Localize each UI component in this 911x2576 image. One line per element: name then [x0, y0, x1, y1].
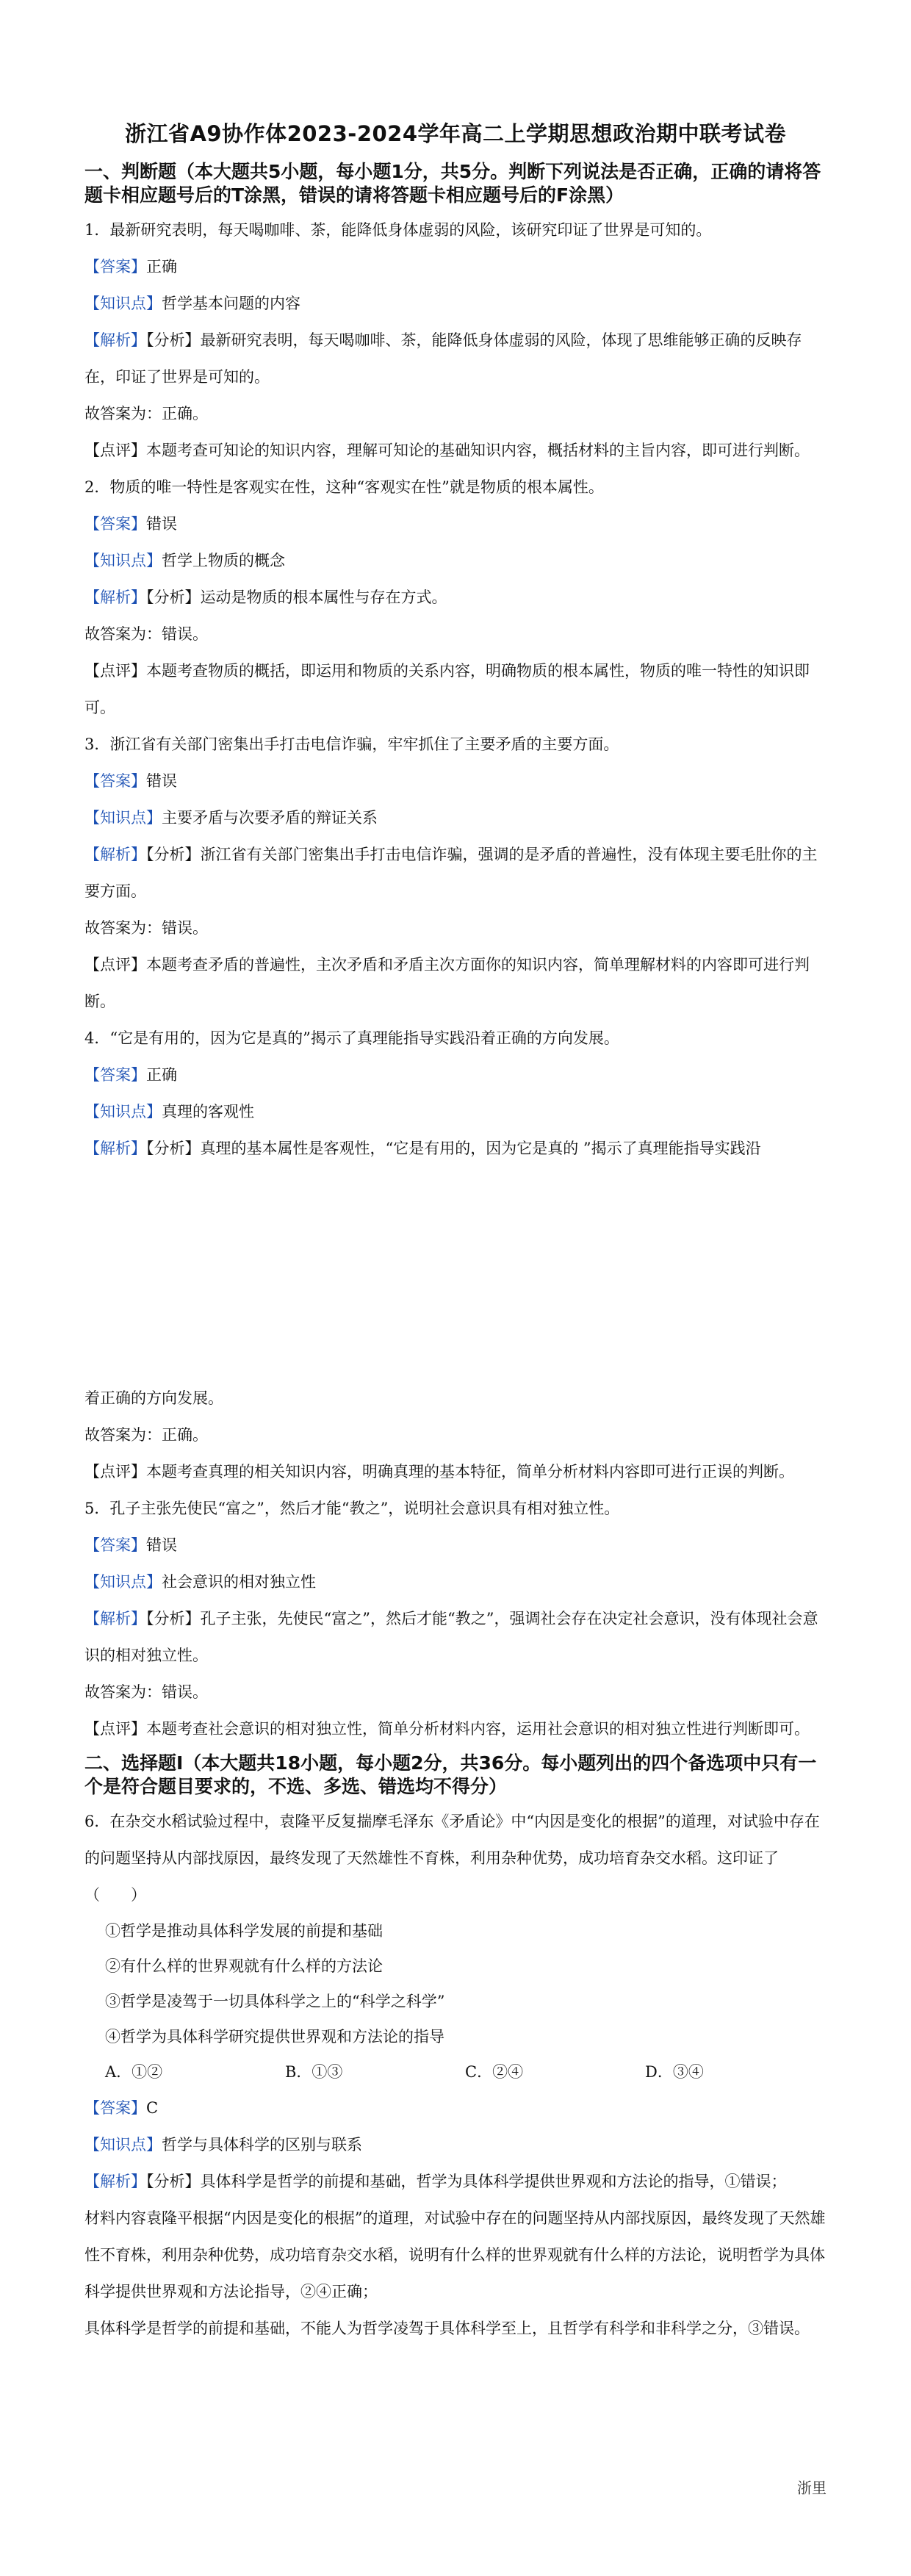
- q6-choice-c: C．②④: [465, 2063, 524, 2081]
- analysis-label: 【解析】: [84, 1140, 146, 1157]
- q6-option-1: ①哲学是推动具体科学发展的前提和基础: [105, 1922, 383, 1940]
- q6-stem: 6．在杂交水稻试验过程中，袁隆平反复揣摩毛泽东《矛盾论》中“内因是变化的根据”的道理，对试验中存在的问题坚持从内部找原因，最终发现了天然雄性不育株，利用杂种优势，成功培育杂交水稻。这印证了（ ）: [84, 1813, 820, 1904]
- q6-point-value: 哲学与具体科学的区别与联系: [162, 2136, 362, 2154]
- q6-option-3: ③哲学是凌驾于一切具体科学之上的“科学之科学”: [105, 1993, 445, 2010]
- q5-analysis-text: 【分析】孔子主张，先使民“富之”，然后才能“教之”，强调社会存在决定社会意识，没有体现社会意识的相对独立性。: [84, 1610, 818, 1664]
- q3-analysis: [84, 836, 830, 910]
- q6-analysis-para-3: 具体科学是哲学的前提和基础，不能人为哲学凌驾于具体科学至上，且哲学有科学和非科学之分，③错误。: [84, 2320, 810, 2337]
- q2-stem: 2．物质的唯一特性是客观实在性，这种“客观实在性”就是物质的根本属性。: [84, 478, 604, 496]
- q3-comment: [84, 946, 830, 1020]
- q4-conclusion: 故答案为：正确。: [84, 1426, 208, 1444]
- q2-analysis-text: 【分析】运动是物质的根本属性与存在方式。: [146, 589, 447, 606]
- q3-stem: 3．浙江省有关部门密集出手打击电信诈骗，牢牢抓住了主要矛盾的主要方面。: [84, 735, 619, 753]
- q1-conclusion: 故答案为：正确。: [84, 405, 208, 422]
- point-label: 【知识点】: [84, 295, 162, 312]
- answer-label: 【答案】: [84, 258, 146, 276]
- q1-analysis-text: 【分析】最新研究表明，每天喝咖啡、茶，能降低身体虚弱的风险，体现了思维能够正确的反映存在，印证了世界是可知的。: [84, 331, 802, 386]
- q1-answer: [84, 248, 830, 285]
- point-label: 【知识点】: [84, 1103, 162, 1120]
- q4-point-value: 真理的客观性: [162, 1103, 254, 1120]
- q1-point: [84, 285, 830, 322]
- q6-choices: [105, 2054, 830, 2090]
- q5-point: [84, 1564, 830, 1600]
- analysis-label: 【解析】: [84, 846, 146, 863]
- q2-comment: [84, 652, 830, 726]
- point-label: 【知识点】: [84, 2136, 162, 2154]
- q4-analysis-text-a: 【分析】真理的基本属性是客观性，“它是有用的，因为它是真的 ”揭示了真理能指导实践沿: [146, 1140, 761, 1157]
- answer-label: 【答案】: [84, 772, 146, 790]
- q4-comment-text: 本题考查真理的相关知识内容，明确真理的基本特征，简单分析材料内容即可进行正误的判断。: [146, 1463, 794, 1481]
- q1-comment-text: 本题考查可知论的知识内容，理解可知论的基础知识内容，概括材料的主旨内容，即可进行判断。: [146, 442, 810, 459]
- q6-answer-value: C: [146, 2099, 159, 2117]
- q5-conclusion: 故答案为：错误。: [84, 1683, 208, 1701]
- q2-comment-text: 本题考查物质的概括，即运用和物质的关系内容，明确物质的根本属性，物质的唯一特性的知识即可。: [84, 662, 810, 716]
- q2-conclusion: 故答案为：错误。: [84, 625, 208, 643]
- comment-label: 【点评】: [84, 1720, 146, 1738]
- q1-point-value: 哲学基本问题的内容: [162, 295, 300, 312]
- q4-answer: [84, 1057, 830, 1093]
- q1-answer-value: 正确: [146, 258, 177, 276]
- q5-point-value: 社会意识的相对独立性: [162, 1573, 316, 1591]
- answer-label: 【答案】: [84, 2099, 146, 2117]
- q3-comment-text: 本题考查矛盾的普遍性，主次矛盾和矛盾主次方面你的知识内容，简单理解材料的内容即可进行判断。: [84, 956, 810, 1010]
- q6-analysis-para-2: 材料内容袁隆平根据“内因是变化的根据”的道理，对试验中存在的问题坚持从内部找原因，最终发现了天然雄性不育株，利用杂种优势，成功培育杂交水稻，说明有什么样的世界观就有什么样的方法论，说明哲学为具体科学提供世界观和方法论指导，②④正确；: [84, 2209, 826, 2300]
- q4-comment: [84, 1453, 830, 1490]
- q1-comment: [84, 432, 830, 469]
- q6-analysis-text: 【分析】具体科学是哲学的前提和基础，哲学为具体科学提供世界观和方法论的指导，①错误；: [146, 2173, 787, 2190]
- q6-choice-a: A．①②: [105, 2063, 163, 2081]
- q3-answer: [84, 763, 830, 799]
- analysis-label: 【解析】: [84, 331, 146, 349]
- q2-point-value: 哲学上物质的概念: [162, 552, 285, 569]
- q5-comment: [84, 1710, 830, 1747]
- point-label: 【知识点】: [84, 552, 162, 569]
- comment-label: 【点评】: [84, 442, 146, 459]
- section-2-heading: 二、选择题Ⅰ（本大题共18小题，每小题2分，共36分。每小题列出的四个备选项中只有一个是符合题目要求的，不选、多选、错选均不得分）: [84, 1752, 817, 1797]
- q6-analysis: [84, 2163, 830, 2200]
- q6-answer: [84, 2090, 830, 2126]
- q5-stem: 5．孔子主张先使民“富之”，然后才能“教之”，说明社会意识具有相对独立性。: [84, 1500, 620, 1517]
- analysis-label: 【解析】: [84, 1610, 146, 1627]
- comment-label: 【点评】: [84, 956, 146, 974]
- q3-point-value: 主要矛盾与次要矛盾的辩证关系: [162, 809, 378, 827]
- section-1: [84, 160, 830, 1167]
- point-label: 【知识点】: [84, 809, 162, 827]
- document-title: 浙江省A9协作体2023-2024学年高二上学期思想政治期中联考试卷: [124, 121, 787, 146]
- q6-option-2: ②有什么样的世界观就有什么样的方法论: [105, 1957, 383, 1975]
- q3-conclusion: 故答案为：错误。: [84, 919, 208, 937]
- q2-point: [84, 542, 830, 579]
- section-1-continued: [84, 1380, 830, 2347]
- q4-answer-value: 正确: [146, 1066, 177, 1084]
- q4-point: [84, 1093, 830, 1130]
- q4-stem: 4．“它是有用的，因为它是真的”揭示了真理能指导实践沿着正确的方向发展。: [84, 1029, 619, 1047]
- analysis-label: 【解析】: [84, 2173, 146, 2190]
- q2-answer: [84, 506, 830, 542]
- q6-point: [84, 2126, 830, 2163]
- comment-label: 【点评】: [84, 1463, 146, 1481]
- q1-stem: 1．最新研究表明，每天喝咖啡、茶，能降低身体虚弱的风险，该研究印证了世界是可知的。: [84, 221, 712, 239]
- q3-point: [84, 799, 830, 836]
- answer-label: 【答案】: [84, 1066, 146, 1084]
- q5-comment-text: 本题考查社会意识的相对独立性，简单分析材料内容，运用社会意识的相对独立性进行判断即可。: [146, 1720, 810, 1738]
- q4-analysis-start: [84, 1130, 830, 1167]
- q6-choice-d: D．③④: [645, 2063, 704, 2081]
- q3-answer-value: 错误: [146, 772, 177, 790]
- point-label: 【知识点】: [84, 1573, 162, 1591]
- q5-analysis: [84, 1600, 830, 1674]
- q4-analysis-end: 着正确的方向发展。: [84, 1389, 223, 1407]
- answer-label: 【答案】: [84, 1536, 146, 1554]
- q6-option-4: ④哲学为具体科学研究提供世界观和方法论的指导: [105, 2028, 444, 2046]
- section-1-heading: 一、判断题（本大题共5小题，每小题1分，共5分。判断下列说法是否正确，正确的请将答题卡相应题号后的T涂黑，错误的请将答题卡相应题号后的F涂黑）: [84, 161, 821, 206]
- q2-answer-value: 错误: [146, 515, 177, 533]
- q1-analysis: [84, 322, 830, 395]
- q3-analysis-text: 【分析】浙江省有关部门密集出手打击电信诈骗，强调的是矛盾的普遍性，没有体现主要毛肚你的主要方面。: [84, 846, 818, 900]
- q5-answer: [84, 1527, 830, 1564]
- q6-choice-b: B．①③: [285, 2063, 343, 2081]
- answer-label: 【答案】: [84, 515, 146, 533]
- q2-analysis: [84, 579, 830, 616]
- q5-answer-value: 错误: [146, 1536, 177, 1554]
- comment-label: 【点评】: [84, 662, 146, 680]
- analysis-label: 【解析】: [84, 589, 146, 606]
- page-footer: 浙里: [797, 2479, 827, 2497]
